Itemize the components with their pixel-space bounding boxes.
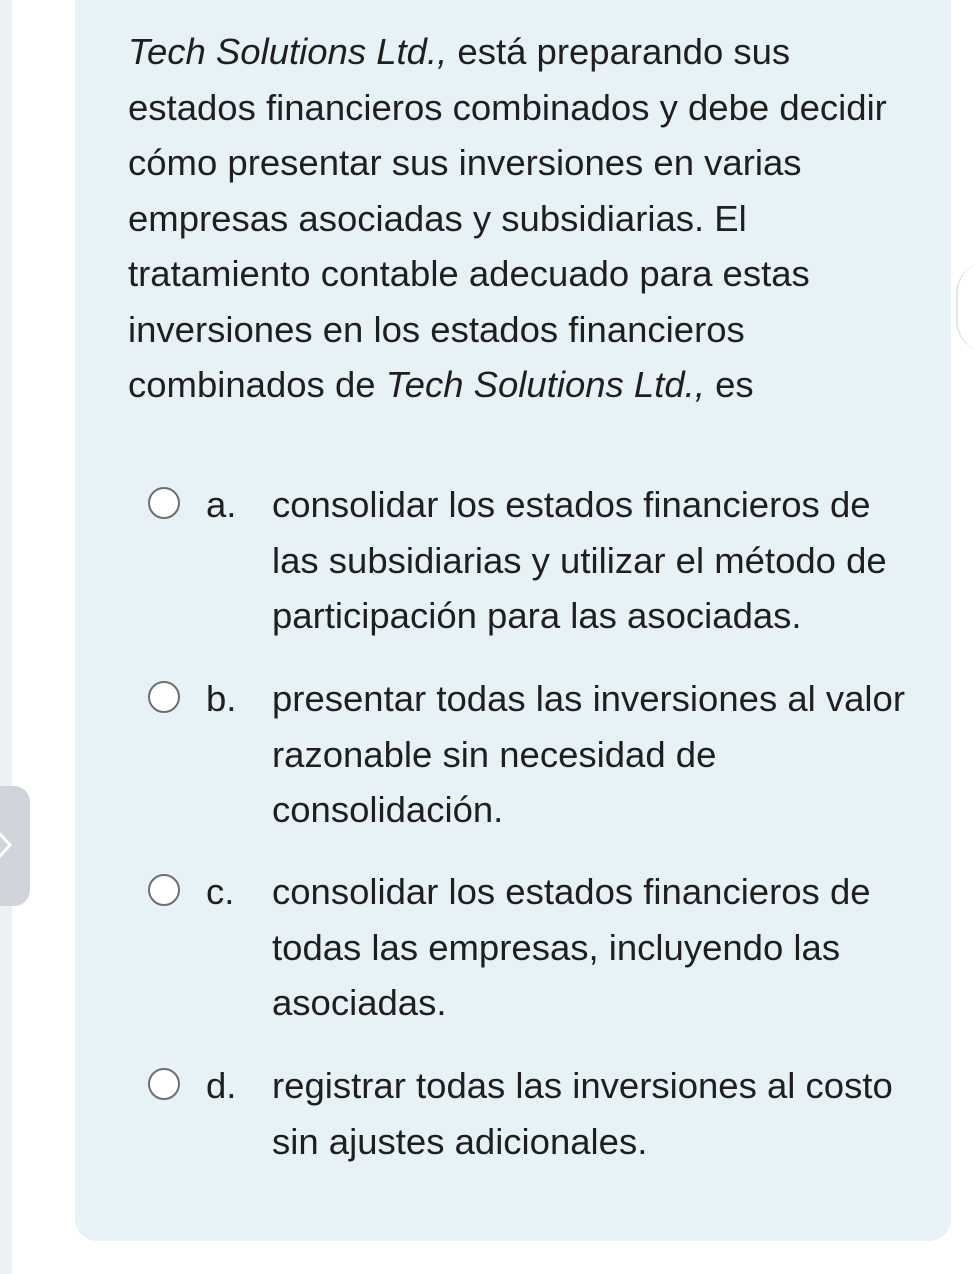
question-text-part2: es — [704, 364, 754, 405]
chevron-right-icon — [0, 832, 12, 858]
radio-a[interactable] — [148, 487, 180, 519]
option-c-letter: c. — [206, 871, 235, 912]
side-navigation-tab[interactable] — [0, 786, 30, 906]
option-d-text: registrar todas las inversiones al costo sin ajustes adicionales. — [272, 1065, 893, 1162]
option-a-text: consolidar los estados financieros de las subsidiarias y utilizar el método de participación para las asociadas. — [272, 484, 887, 636]
right-edge-button[interactable] — [956, 262, 975, 352]
option-c-text: consolidar los estados financieros de todas las empresas, incluyendo las asociadas. — [272, 871, 871, 1023]
question-text — [128, 24, 918, 413]
option-d-letter: d. — [206, 1065, 237, 1106]
question-text-part1: está preparando sus estados financieros combinados y debe decidir cómo presentar sus inversiones en varias empresas asociadas y subsidiarias. El tratamiento contable adecuado para estas inversiones en los estados financieros combinados de — [128, 31, 887, 405]
company-name: Tech Solutions Ltd., — [128, 31, 448, 72]
left-margin-strip — [0, 0, 12, 1274]
radio-c[interactable] — [148, 874, 180, 906]
radio-b[interactable] — [148, 681, 180, 713]
option-b-letter: b. — [206, 678, 237, 719]
option-b-text: presentar todas las inversiones al valor razonable sin necesidad de consolidación. — [272, 678, 905, 830]
option-a-letter: a. — [206, 484, 237, 525]
company-name-2: Tech Solutions Ltd., — [385, 364, 705, 405]
radio-d[interactable] — [148, 1068, 180, 1100]
